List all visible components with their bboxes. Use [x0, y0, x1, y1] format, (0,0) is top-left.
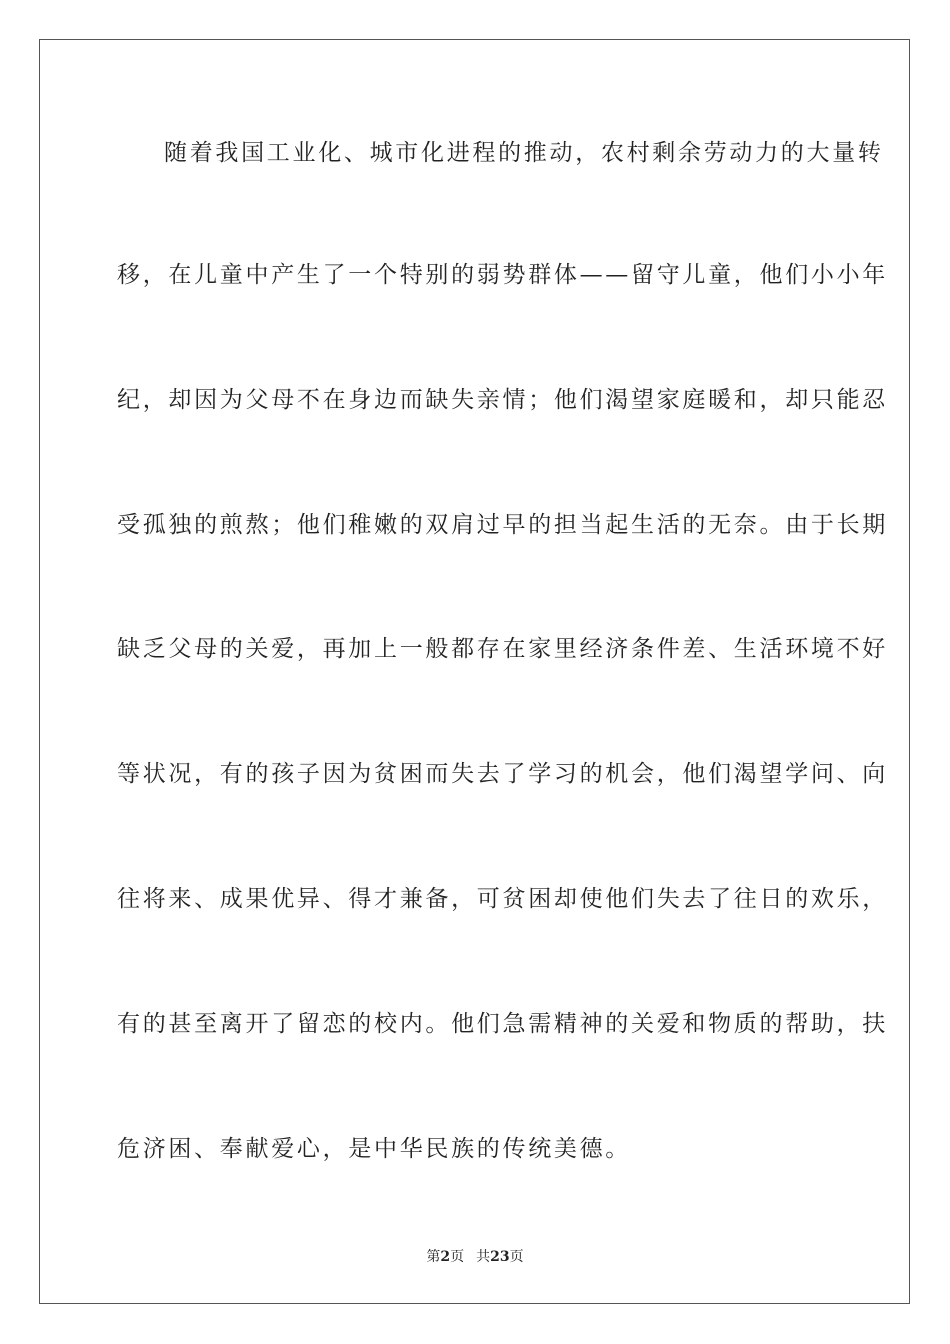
paragraph-line-3: 纪，却因为父母不在身边而缺失亲情；他们渴望家庭暖和，却只能忍 — [117, 387, 888, 413]
paragraph-line-9: 危济困、奉献爱心，是中华民族的传统美德。 — [117, 1136, 631, 1162]
paragraph-line-8: 有的甚至离开了留恋的校内。他们急需精神的关爱和物质的帮助，扶 — [117, 1011, 888, 1037]
footer-page-suffix: 页 — [450, 1249, 465, 1265]
footer-total-pages: 23 — [490, 1249, 510, 1265]
page-border — [39, 39, 910, 1304]
paragraph-line-6: 等状况，有的孩子因为贫困而失去了学习的机会，他们渴望学问、向 — [117, 761, 888, 787]
paragraph-line-2: 移，在儿童中产生了一个特别的弱势群体——留守儿童，他们小小年 — [117, 262, 888, 288]
paragraph-line-4: 受孤独的煎熬；他们稚嫩的双肩过早的担当起生活的无奈。由于长期 — [117, 512, 888, 538]
paragraph-line-5: 缺乏父母的关爱，再加上一般都存在家里经济条件差、生活环境不好 — [117, 636, 888, 662]
paragraph-line-7: 往将来、成果优异、得才兼备，可贫困却使他们失去了往日的欢乐， — [117, 886, 888, 912]
footer-page-prefix: 第 — [426, 1249, 441, 1265]
footer-total-suffix: 页 — [509, 1249, 524, 1265]
page-footer — [0, 1248, 950, 1266]
footer-total-prefix: 共 — [476, 1249, 491, 1265]
paragraph-line-1: 随着我国工业化、城市化进程的推动，农村剩余劳动力的大量转 — [164, 140, 884, 166]
footer-page-number: 2 — [440, 1249, 451, 1265]
